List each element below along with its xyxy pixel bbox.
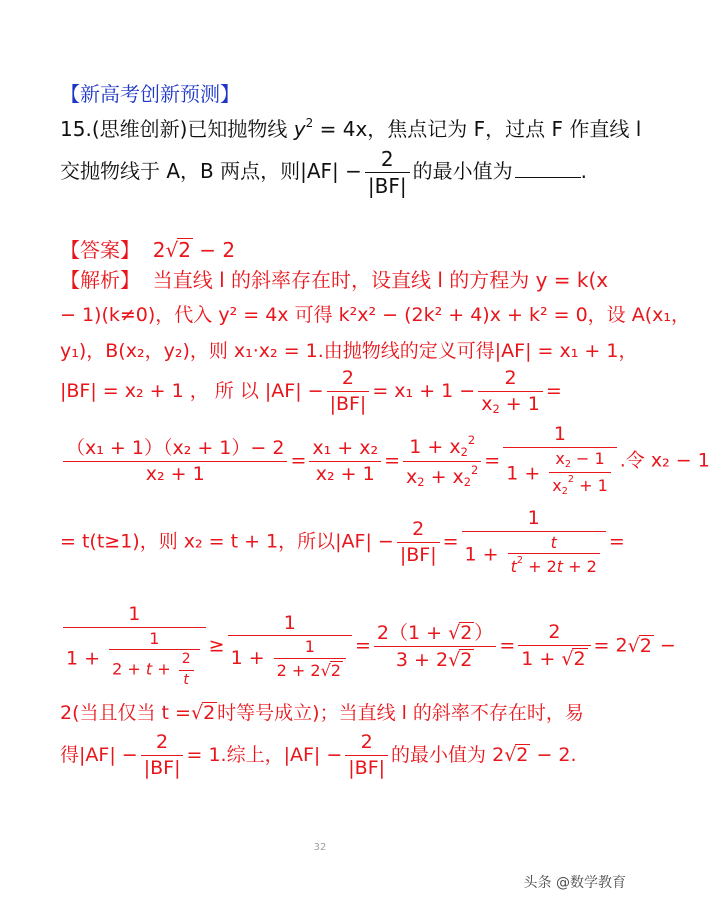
analysis-line-2: − 1)(k≠0)，代入 y² = 4x 可得 k²x² − (2k² + 4)x + k² = 0，设 A(x₁， — [60, 304, 690, 326]
watermark-text: 头条 @数学教育 — [523, 875, 626, 891]
analysis-line-5: $\frac{\text{（x₁ + 1）（x₂ + 1）− 2}}{\text{x₂ + 1}}$ = $\frac{\text{x₁ + x₂}}{\text{x₂ + 1}}$ = $\frac{1 + x_2^2}{x_2 + x_2^2}$ = 1 1 + $\frac{x_2 - 1}{x_2^2 + 1}$ .令 x₂ − 1 — [60, 424, 710, 498]
analysis-line-8: 2(当且仅当 t =√2 时等号成立)；当直线 l 的斜率不存在时，易 — [60, 702, 584, 724]
answer-label: 【答案】 — [60, 238, 140, 262]
analysis-label: 【解析】 — [60, 268, 140, 292]
question-eq-y: y — [293, 117, 306, 141]
question-fraction: $\frac{2}{|BF|}$ — [365, 148, 410, 197]
question-eq-rest: = 4x，焦点记为 F，过点 F 作直线 l — [319, 117, 642, 141]
question-number: 15. — [60, 117, 92, 141]
question-line-1: 15.(思维创新)已知抛物线 $y^2 = 4x$，焦点记为 F，过点 F 作直线 l — [60, 116, 642, 141]
section-title: 【新高考创新预测】 — [60, 82, 240, 106]
analysis-line-7: 1 1 + 1 2 + t + $\frac{2}{t}$ ≥ 1 1 + $\frac{1}{2 + 2√2}$ = $\frac{2(1 + √2 )}{3 + 2√2}$ = $\frac{2}{1 + √2}$ = 2√2 − — [60, 604, 676, 688]
question-text-1: 已知抛物线 — [187, 117, 288, 141]
question-text-2: 交抛物线于 A，B 两点，则|AF| − — [60, 159, 362, 183]
page-number: 32 — [313, 842, 327, 853]
question-line-2: 交抛物线于 A，B 两点，则|AF| − $\frac{2}{|BF|}$ 的最小值为 . — [60, 147, 587, 198]
answer-sqrt: √2 — [165, 238, 191, 262]
analysis-line-1: 【解析】 当直线 l 的斜率存在时，设直线 l 的方程为 y = k(x — [60, 268, 609, 292]
analysis-line-9: 得|AF| − $\frac{2}{|BF|}$ = 1.综上，|AF| − $\frac{2}{|BF|}$ 的最小值为 2√2 − 2. — [60, 731, 577, 779]
analysis-line-4: |BF| = x₂ + 1 ， 所 以 |AF| − $\frac{2}{|BF|}$ = x₁ + 1 − $\frac{2}{x_2 + 1}$ = — [60, 367, 562, 416]
question-text-3: 的最小值为 — [412, 159, 513, 183]
answer-blank — [515, 159, 581, 178]
analysis-line-6: = t(t≥1)，则 x₂ = t + 1，所以|AF| − $\frac{2}{|BF|}$ = 1 1 + $\frac{t}{t^2 + 2t + 2}$ = — [60, 507, 625, 577]
answer-line: 【答案】 2√2 − 2 — [60, 238, 236, 262]
question-tag: (思维创新) — [91, 117, 188, 141]
analysis-line-3: y₁)，B(x₂，y₂)，则 x₁·x₂ = 1.由抛物线的定义可得|AF| = x₁ + 1， — [60, 340, 638, 362]
